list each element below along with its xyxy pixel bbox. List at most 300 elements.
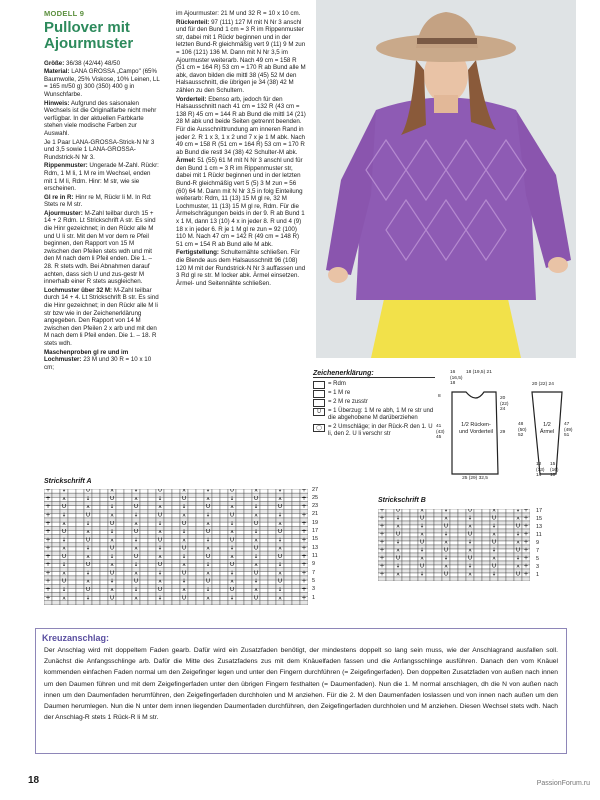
legend-item: = Rdm	[313, 381, 435, 389]
model-number: MODELL 9	[44, 9, 85, 18]
overpass-mark: U	[205, 529, 211, 536]
decrease-mark: ⩚	[134, 595, 138, 602]
overpass-mark: U	[109, 495, 115, 502]
edge-stitch-mark: +	[45, 561, 51, 569]
decrease-mark: ⩚	[254, 489, 258, 494]
decrease-arrow-mark: ↓	[253, 553, 259, 560]
decrease-arrow-mark: ↓	[419, 523, 425, 530]
sleeve-height-outer: 47 (49) 51	[564, 422, 573, 438]
middle-text-column	[176, 10, 306, 288]
decrease-mark: ⩚	[158, 578, 162, 585]
overpass-mark: U	[133, 553, 139, 560]
overpass-mark: U	[157, 489, 163, 494]
edge-stitch-mark: +	[523, 522, 529, 530]
sleeve-paragraph: Ärmel: 51 (55) 61 M mit N Nr 3 anschl und für den Bund 1 cm = 3 R im Rippenmuster str, dabei mit 1 Rückr beginnen und in der letzten Bund-R gleichmäßig vert 5 (5) 3 M zun = 56 (60) 64 M. Dann mit N Nr 3,5 in folg Einteilung weiterarb: Rdm, 11 (13) 15 M gl re, 32 M Lochmuster, 11 (13) 15 M gl re, Rdm. Für die Ärmelschrägungen beids in der 9. R ab Bund 1 x 1 M, dann 13 (10) 4 x in jeder 8. R und 4 (9) 18 x in jeder 6. R je 1 M gl re zun = 92 (100) 110 M. Nach 47 cm = 142 R (49 cm = 148 R) 51 cm = 154 R ab Bund alle M abk.	[176, 157, 305, 248]
edge-stitch-mark: +	[45, 544, 51, 552]
symbol-legend	[313, 370, 435, 439]
edge-stitch-mark: +	[45, 586, 51, 593]
decrease-arrow-mark: ↓	[85, 495, 91, 502]
overpass-mark: U	[229, 562, 235, 569]
overpass-mark: U	[205, 578, 211, 585]
edge-stitch-mark: +	[523, 509, 529, 514]
decrease-mark: ⩚	[254, 587, 258, 593]
decrease-arrow-mark: ↓	[181, 529, 187, 536]
decrease-arrow-mark: ↓	[443, 531, 449, 538]
decrease-mark: ⩚	[492, 509, 496, 514]
overpass-mark: U	[467, 531, 473, 538]
decrease-arrow-mark: ↓	[181, 553, 187, 560]
sleeve-piece-label: 1/2 Ärmel	[539, 422, 555, 435]
edge-stitch-mark: +	[379, 514, 385, 522]
decrease-arrow-mark: ↓	[85, 570, 91, 577]
row-number: 15	[536, 516, 543, 522]
decrease-arrow-mark: ↓	[181, 504, 187, 511]
decrease-mark: ⩚	[492, 531, 496, 538]
decrease-mark: ⩚	[444, 515, 448, 522]
back-paragraph: Rückenteil: 97 (111) 127 M mit N Nr 3 anschl und für den Bund 1 cm = 3 R im Rippenmuster str, dabei mit 1 Rückr beginnen und in der letzten Bund-R gleichmäßig vert 9 (11) 9 M zun = 106 (121) 136 M. Dann mit N Nr 3,5 im Ajourmuster weiterarb. Nach 49 cm = 158 R (51 cm = 164 R) 53 cm = 170 R ab Bund alle M abk, davon bilden die mittl 38 (45) 52 M den Halsausschnitt, die übrigen je 34 (38) 42 M zählen zu den Schultern.	[176, 18, 306, 94]
overpass-mark: U	[85, 562, 91, 569]
legend-item: = 1 M re	[313, 390, 435, 398]
row-number: 1	[312, 595, 316, 601]
edge-stitch-mark: +	[45, 519, 51, 527]
row-number: 9	[536, 540, 540, 546]
row-number: 9	[312, 561, 316, 567]
overpass-mark: U	[205, 504, 211, 511]
decrease-mark: ⩚	[134, 495, 138, 502]
edge-stitch-mark: +	[45, 569, 51, 577]
decrease-arrow-mark: ↓	[395, 539, 401, 546]
overpass-mark: U	[253, 570, 259, 577]
decrease-arrow-mark: ↓	[133, 489, 139, 494]
edge-stitch-mark: +	[301, 561, 307, 569]
edge-stitch-mark: +	[523, 554, 529, 562]
overpass-mark: U	[419, 515, 425, 522]
decrease-mark: ⩚	[468, 571, 472, 578]
decrease-arrow-mark: ↓	[395, 563, 401, 570]
skp-symbol: U	[313, 408, 325, 416]
edge-stitch-mark: +	[301, 519, 307, 527]
decrease-arrow-mark: ↓	[181, 578, 187, 585]
needles-paragraph: Je 1 Paar LANA-GROSSA-Strick-N Nr 3 und 3,5 sowie 1 LANA-GROSSA-Rundstrick-N Nr 3.	[44, 138, 155, 161]
body-height-left: 41 (43) 45	[436, 424, 445, 440]
overpass-mark: U	[85, 489, 91, 494]
overpass-mark: U	[467, 555, 473, 562]
decrease-arrow-mark: ↓	[157, 570, 163, 577]
chart-a-grid	[44, 489, 308, 605]
row-number: 13	[536, 524, 543, 530]
edge-stitch-mark: +	[301, 594, 307, 602]
edge-stitch-symbol	[313, 381, 325, 389]
overpass-mark: U	[253, 495, 259, 502]
pattern-title: Pullover mit Ajourmuster	[44, 18, 134, 52]
decrease-mark: ⩚	[254, 537, 258, 544]
decrease-mark: ⩚	[86, 504, 90, 511]
overpass-mark: U	[491, 539, 497, 546]
overpass-mark: U	[205, 553, 211, 560]
decrease-arrow-mark: ↓	[85, 545, 91, 552]
overpass-mark: U	[181, 545, 187, 552]
decrease-arrow-mark: ↓	[133, 587, 139, 593]
decrease-arrow-mark: ↓	[253, 578, 259, 585]
decrease-mark: ⩚	[206, 520, 210, 527]
sleeve-height-inner: 48 (50) 52	[518, 422, 527, 438]
decrease-arrow-mark: ↓	[205, 562, 211, 569]
knit-symbol	[313, 390, 325, 398]
decrease-arrow-mark: ↓	[109, 553, 115, 560]
overpass-mark: U	[467, 509, 473, 514]
decrease-mark: ⩚	[110, 489, 114, 494]
edge-stitch-mark: +	[45, 552, 51, 560]
overpass-mark: U	[181, 495, 187, 502]
decrease-mark: ⩚	[230, 529, 234, 536]
decrease-arrow-mark: ↓	[491, 547, 497, 554]
row-number: 11	[536, 532, 542, 538]
row-number: 1	[536, 572, 540, 578]
decrease-mark: ⩚	[62, 520, 66, 527]
finishing-paragraph: Fertigstellung: Schulternähte schließen. Für die Blende aus dem Halsausschnitt 96 (108) 120 M mit der Rundstrick-N Nr 3 auffassen und 3 Rd gl re str. M locker abk. Ärmel einsetzen. Ärmel- und Seitennähte schließen.	[176, 249, 306, 287]
decrease-arrow-mark: ↓	[133, 562, 139, 569]
decrease-arrow-mark: ↓	[253, 504, 259, 511]
edge-stitch-mark: +	[301, 569, 307, 577]
lace-paragraph: Ajourmuster: M-Zahl teilbar durch 15 + 14 + 2 Rdm. Lt Strickschrift A str. Es sind die Hinr gezeichnet; in den Rückr alle M und U li str. Mit den M vor dem re Pfeil beginnen, den Rapport von 15 M zwischen den Pfeilen stets wdh und mit den M nach dem li Pfeil enden. Die 1. – 28. R stets wdh. Bei Abnahmen darauf achten, dass sich U und zus-gestr M innerhalb einer R stets ausgleichen.	[44, 209, 156, 286]
edge-stitch-mark: +	[379, 570, 385, 578]
decrease-arrow-mark: ↓	[277, 562, 283, 569]
overpass-mark: U	[277, 529, 283, 536]
decrease-arrow-mark: ↓	[467, 515, 473, 522]
overpass-mark: U	[85, 587, 91, 593]
decrease-mark: ⩚	[278, 570, 282, 577]
edge-stitch-mark: +	[523, 546, 529, 554]
row-number: 15	[312, 536, 319, 542]
overpass-mark: U	[109, 545, 115, 552]
side-height: 29	[500, 430, 506, 435]
decrease-mark: ⩚	[278, 495, 282, 502]
row-number: 5	[536, 556, 540, 562]
decrease-arrow-mark: ↓	[205, 537, 211, 544]
overpass-mark: U	[61, 504, 67, 511]
overpass-mark: U	[491, 515, 497, 522]
edge-stitch-mark: +	[523, 514, 529, 522]
decrease-mark: ⩚	[62, 545, 66, 552]
overpass-mark: U	[395, 531, 401, 538]
overpass-mark: U	[133, 504, 139, 511]
decrease-arrow-mark: ↓	[419, 571, 425, 578]
decrease-mark: ⩚	[516, 539, 520, 546]
decrease-mark: ⩚	[134, 520, 138, 527]
overpass-mark: U	[419, 539, 425, 546]
overpass-mark: U	[229, 537, 235, 544]
decrease-mark: ⩚	[230, 504, 234, 511]
overpass-mark: U	[443, 571, 449, 578]
row-number: 3	[312, 586, 316, 592]
stockinette-paragraph: Gl re in R: Hinr re M, Rückr li M. In Rd: Stets re M str.	[44, 193, 152, 209]
row-number: 19	[312, 520, 319, 526]
row-number: 27	[312, 487, 319, 493]
decrease-arrow-mark: ↓	[515, 531, 521, 538]
decrease-arrow-mark: ↓	[277, 587, 283, 593]
decrease-mark: ⩚	[468, 523, 472, 530]
decrease-arrow-mark: ↓	[467, 563, 473, 570]
overpass-mark: U	[157, 587, 163, 593]
overpass-mark: U	[515, 523, 521, 530]
edge-stitch-mark: +	[379, 530, 385, 538]
chart-b-grid	[378, 509, 530, 581]
overpass-mark: U	[253, 595, 259, 602]
decrease-arrow-mark: ↓	[61, 489, 67, 494]
neck-width: 18 (19,5) 21	[466, 370, 492, 375]
legend-title: Zeichenerklärung:	[313, 370, 435, 378]
row-number: 5	[312, 578, 316, 584]
decrease-mark: ⩚	[230, 553, 234, 560]
overpass-mark: U	[133, 529, 139, 536]
front-paragraph: Vorderteil: Ebenso arb, jedoch für den Halsausschnitt nach 41 cm = 132 R (43 cm = 138 R) 45 cm = 144 R ab Bund die mittl 14 (21) 28 M abk und beide Seiten getrennt beenden. Für die Ausschnittrundung am inneren Rand in jeder 2. R 1 x 3, 1 x 2 und 7 x je 1 M abk. Nach 49 cm = 158 R (51 cm = 164 R) 53 cm = 170 R ab Bund die restl 34 (38) 42 Schulter-M abk.	[176, 95, 306, 156]
edge-stitch-mark: +	[523, 538, 529, 546]
decrease-mark: ⩚	[158, 553, 162, 560]
model-illustration	[316, 0, 576, 358]
cast-on-box	[35, 628, 567, 754]
decrease-mark: ⩚	[396, 547, 400, 554]
body-piece-label: 1/2 Rücken- und Vorderteil	[459, 422, 493, 435]
edge-stitch-mark: +	[45, 489, 51, 494]
edge-stitch-mark: +	[45, 503, 51, 511]
decrease-mark: ⩚	[62, 495, 66, 502]
decrease-arrow-mark: ↓	[157, 495, 163, 502]
edge-stitch-mark: +	[379, 538, 385, 546]
edge-stitch-mark: +	[379, 562, 385, 570]
overpass-mark: U	[229, 489, 235, 494]
decrease-arrow-mark: ↓	[61, 587, 67, 593]
gauge-continued: im Ajourmuster: 21 M und 32 R = 10 x 10 cm.	[176, 10, 301, 17]
overpass-mark: U	[157, 562, 163, 569]
decrease-arrow-mark: ↓	[229, 570, 235, 577]
edge-stitch-mark: +	[45, 577, 51, 585]
decrease-arrow-mark: ↓	[229, 520, 235, 527]
edge-stitch-mark: +	[301, 503, 307, 511]
row-number: 13	[312, 545, 319, 551]
edge-stitch-mark: +	[379, 522, 385, 530]
overpass-mark: U	[109, 595, 115, 602]
decrease-mark: ⩚	[86, 578, 90, 585]
decrease-mark: ⩚	[492, 555, 496, 562]
decrease-arrow-mark: ↓	[277, 489, 283, 494]
decrease-mark: ⩚	[254, 562, 258, 569]
edge-stitch-mark: +	[523, 562, 529, 570]
edge-stitch-mark: +	[301, 511, 307, 519]
decrease-mark: ⩚	[110, 537, 114, 544]
edge-stitch-mark: +	[523, 530, 529, 538]
decrease-mark: ⩚	[86, 529, 90, 536]
decrease-arrow-mark: ↓	[395, 515, 401, 522]
sleeve-top-width: 20 (22) 24	[532, 382, 554, 387]
decrease-arrow-mark: ↓	[133, 537, 139, 544]
decrease-mark: ⩚	[396, 571, 400, 578]
decrease-arrow-mark: ↓	[157, 520, 163, 527]
decrease-mark: ⩚	[182, 537, 186, 544]
edge-stitch-mark: +	[301, 489, 307, 494]
chart-a-title: Strickschrift A	[44, 478, 92, 485]
decrease-arrow-mark: ↓	[61, 562, 67, 569]
decrease-arrow-mark: ↓	[419, 547, 425, 554]
k2tog-symbol	[313, 399, 325, 407]
decrease-mark: ⩚	[158, 529, 162, 536]
decrease-mark: ⩚	[420, 531, 424, 538]
decrease-arrow-mark: ↓	[109, 529, 115, 536]
decrease-arrow-mark: ↓	[205, 587, 211, 593]
overpass-mark: U	[277, 553, 283, 560]
overpass-mark: U	[419, 563, 425, 570]
edge-stitch-mark: +	[301, 552, 307, 560]
edge-stitch-mark: +	[45, 494, 51, 502]
edge-stitch-mark: +	[301, 536, 307, 544]
left-text-column	[44, 10, 160, 372]
decrease-arrow-mark: ↓	[205, 512, 211, 519]
overpass-mark: U	[277, 504, 283, 511]
edge-stitch-mark: +	[45, 511, 51, 519]
decrease-arrow-mark: ↓	[133, 512, 139, 519]
chart-a-drawing	[44, 489, 308, 605]
edge-stitch-mark: +	[45, 594, 51, 602]
overpass-mark: U	[229, 512, 235, 519]
eyelet-paragraph: Lochmuster über 32 M: M-Zahl teilbar durch 14 + 4. Lt Strickschrift B str. Es sind die Hinr gezeichnet; in den Rückr alle M li str bzw wie in der Zeichenerklärung angegeben. Den Rapport von 14 M zwischen den Pfeilen 2 x arb und mit den M nach dem li Pfeil enden. Die 1. – 18. R stets wdh.	[44, 286, 159, 347]
decrease-mark: ⩚	[278, 545, 282, 552]
decrease-arrow-mark: ↓	[443, 555, 449, 562]
decrease-mark: ⩚	[516, 563, 520, 570]
overpass-mark: U	[181, 595, 187, 602]
decrease-mark: ⩚	[420, 555, 424, 562]
decrease-arrow-mark: ↓	[229, 595, 235, 602]
decrease-mark: ⩚	[158, 504, 162, 511]
material-paragraph: Material: LANA GROSSA „Campo" (65% Baumwolle, 25% Viskose, 10% Leinen, LL = 165 m/50 g) 300 (350) 400 g in Wunschfarbe.	[44, 68, 160, 98]
legend-item: U = 1 Überzug: 1 M re abh, 1 M re str und die abgehobene M darüberziehen	[313, 408, 435, 422]
overpass-mark: U	[395, 555, 401, 562]
decrease-mark: ⩚	[206, 495, 210, 502]
overpass-mark: U	[61, 578, 67, 585]
overpass-mark: U	[515, 571, 521, 578]
decrease-mark: ⩚	[134, 570, 138, 577]
edge-stitch-mark: +	[523, 570, 529, 578]
edge-stitch-mark: +	[45, 528, 51, 536]
row-number: 25	[312, 495, 319, 501]
gauge-paragraph: Maschenproben gl re und im Lochmuster: 23 M und 30 R = 10 x 10 cm;	[44, 348, 152, 371]
decrease-mark: ⩚	[230, 578, 234, 585]
overpass-mark: U	[61, 553, 67, 560]
overpass-mark: U	[229, 587, 235, 593]
edge-stitch-mark: +	[301, 494, 307, 502]
overpass-mark: U	[85, 537, 91, 544]
chart-b-drawing	[378, 509, 530, 581]
armhole-height: 20 (22) 24	[500, 396, 509, 412]
rib-paragraph: Rippenmuster: Ungerade M-Zahl. Rückr: Rdm, 1 M li, 1 M re im Wechsel, enden mit 1 M li, Rdm. Hinr: M str, wie sie erscheinen.	[44, 162, 159, 193]
edge-stitch-mark: +	[379, 546, 385, 554]
decrease-arrow-mark: ↓	[109, 504, 115, 511]
decrease-arrow-mark: ↓	[277, 537, 283, 544]
overpass-mark: U	[61, 529, 67, 536]
decrease-arrow-mark: ↓	[515, 555, 521, 562]
decrease-arrow-mark: ↓	[467, 539, 473, 546]
overpass-mark: U	[181, 570, 187, 577]
edge-stitch-mark: +	[301, 586, 307, 593]
decrease-mark: ⩚	[278, 595, 282, 602]
decrease-arrow-mark: ↓	[157, 545, 163, 552]
page-number: 18	[28, 775, 40, 786]
overpass-mark: U	[109, 520, 115, 527]
overpass-mark: U	[157, 537, 163, 544]
decrease-arrow-mark: ↓	[253, 529, 259, 536]
decrease-mark: ⩚	[182, 562, 186, 569]
decrease-arrow-mark: ↓	[109, 578, 115, 585]
decrease-mark: ⩚	[468, 547, 472, 554]
overpass-mark: U	[277, 578, 283, 585]
decrease-arrow-mark: ↓	[443, 509, 449, 514]
row-number: 23	[312, 503, 319, 509]
size-paragraph: Größe: 36/38 (42/44) 48/50	[44, 59, 121, 67]
row-number: 7	[536, 548, 540, 554]
edge-stitch-mark: +	[301, 577, 307, 585]
cuff-width: 12 (13) 14	[536, 462, 545, 478]
overpass-mark: U	[253, 545, 259, 552]
decrease-arrow-mark: ↓	[61, 512, 67, 519]
decrease-arrow-mark: ↓	[85, 520, 91, 527]
decrease-arrow-mark: ↓	[277, 512, 283, 519]
edge-stitch-mark: +	[379, 509, 385, 514]
decrease-mark: ⩚	[444, 563, 448, 570]
decrease-mark: ⩚	[254, 512, 258, 519]
body-width: 25 (29) 32,5	[462, 476, 488, 481]
decrease-mark: ⩚	[110, 562, 114, 569]
overpass-mark: U	[85, 512, 91, 519]
overpass-mark: U	[443, 547, 449, 554]
decrease-mark: ⩚	[444, 539, 448, 546]
overpass-mark: U	[515, 547, 521, 554]
model-photo	[316, 0, 576, 358]
neck-depth: 8	[438, 394, 441, 399]
decrease-mark: ⩚	[206, 545, 210, 552]
cuff-width-alt: 15 (16) 10	[550, 462, 559, 478]
decrease-arrow-mark: ↓	[229, 495, 235, 502]
edge-stitch-mark: +	[301, 544, 307, 552]
overpass-mark: U	[443, 523, 449, 530]
decrease-mark: ⩚	[182, 587, 186, 593]
decrease-mark: ⩚	[206, 595, 210, 602]
size-schematic	[436, 370, 580, 488]
edge-stitch-mark: +	[301, 528, 307, 536]
decrease-mark: ⩚	[278, 520, 282, 527]
decrease-mark: ⩚	[134, 545, 138, 552]
overpass-mark: U	[395, 509, 401, 514]
double-yo-symbol: ◯	[313, 424, 325, 432]
decrease-mark: ⩚	[110, 512, 114, 519]
decrease-mark: ⩚	[420, 509, 424, 514]
legend-item: = 2 M re zusstr	[313, 399, 435, 407]
decrease-arrow-mark: ↓	[491, 523, 497, 530]
decrease-mark: ⩚	[62, 570, 66, 577]
decrease-mark: ⩚	[182, 489, 186, 494]
row-number: 17	[312, 528, 319, 534]
shoulder-width: 16 (16,5) 18	[450, 370, 463, 386]
row-number: 21	[312, 511, 319, 517]
decrease-mark: ⩚	[182, 512, 186, 519]
decrease-mark: ⩚	[516, 515, 520, 522]
row-number: 17	[536, 508, 543, 514]
decrease-mark: ⩚	[110, 587, 114, 593]
decrease-mark: ⩚	[396, 523, 400, 530]
decrease-arrow-mark: ↓	[157, 595, 163, 602]
overpass-mark: U	[253, 520, 259, 527]
legend-item: ◯ = 2 Umschläge; in der Rück-R den 1. U li, den 2. U li verschr str	[313, 424, 435, 438]
overpass-mark: U	[491, 563, 497, 570]
row-number: 7	[312, 570, 316, 576]
cast-on-text: Der Anschlag wird mit doppeltem Faden gearb. Dafür wird ein Zusatzfaden benötigt, der mindestens doppelt so lang sein muss, wie der Anschlagrand ausfallen soll. Zunächst die Anfangsschlinge arb. Dafür die Mitte des Zusatzfadens zus mit dem Knäuelfaden fassen und die Anfangsschlinge ausführen. Danach den vom Knäuel kommenden einfachen Faden normal um den Zeigefinger legen und unter den Fingern durchführen (= Zeigefingerfaden). Den doppelten Zusatzfaden von außen nach innen um den Daumen führen und mit dem Zeigefingerfaden unter den übrigen Fingern festhalten (= Daumenfaden). Nun die 1. M normal anschlagen, dh die N von außen nach innen um den Daumenfaden herumführen, den Zeigefingerfaden durchholen und M anziehen. Für die 2. M den Daumenfaden loslassen und von innen nach außen um den Daumen herumlegen. Nun die N unter dem innen liegenden Daumenfaden durchführen, den Zeigefingerfaden durchholen und M anziehen. Diesen Wechsel stets wdh. Nach der Anschlag-R stets 1 Rück-R li M str.	[44, 647, 558, 722]
